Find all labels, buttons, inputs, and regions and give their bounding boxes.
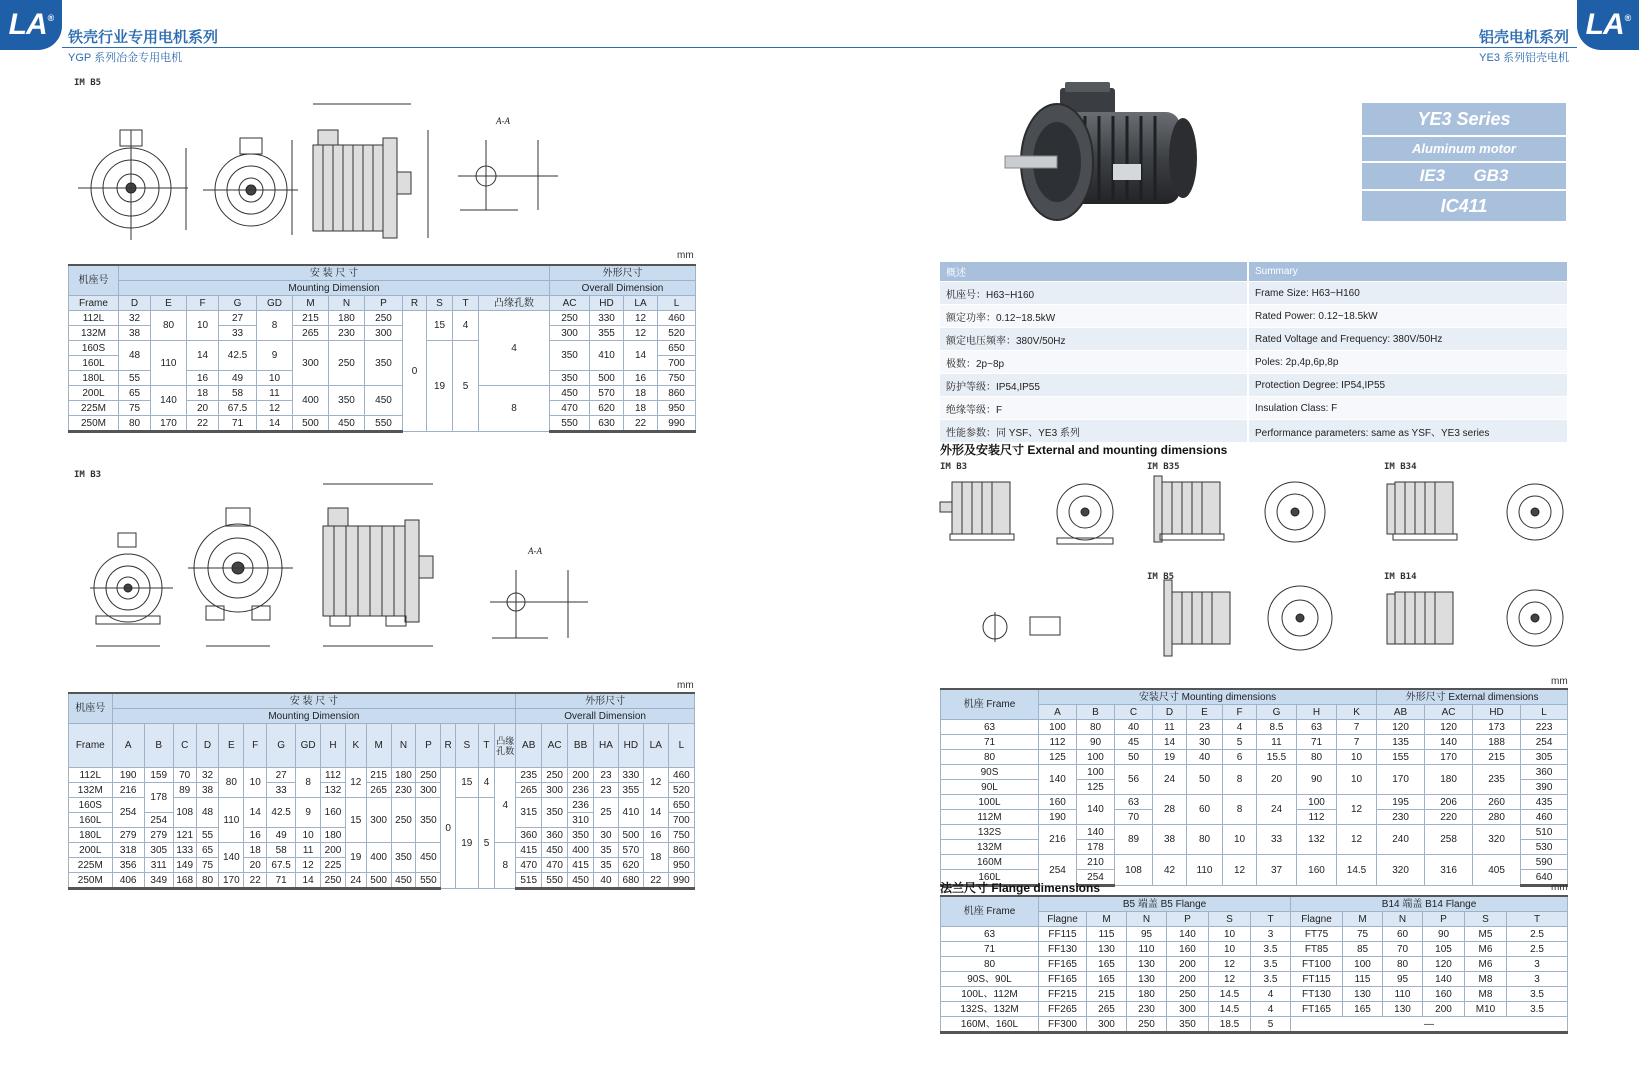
right-series-subtitle: YE3 系列铝壳电机 [1479,52,1569,64]
b34-front [1507,484,1563,540]
flange-column-header-row: Flagne M N P S T Flagne M N P S T [941,912,1568,927]
left-series-title: 铁壳行业专用电机系列 [68,29,219,46]
table-row: 90L 125 390 [941,780,1568,795]
b34-side [1387,482,1457,540]
table-row: 100L 160 140 63 28 60 8 24 100 12 195 206 260 435 [941,795,1568,810]
table-row: 112L 32 80 10 27 8 215 180 250 0 15 4 4 250 330 12 460 [69,311,696,326]
table-row: 性能参数：同 YSF、YE3 系列 Performance parameters: same as YSF、YE3 series [940,420,1567,443]
svg-text:A-A: A-A [528,546,542,556]
table-row: 250M 80 170 22 71 14 500 450 550 550 630 22 990 [69,416,696,432]
series-material: Aluminum motor [1362,137,1566,163]
unit-label-flange: mm [1551,882,1568,893]
ye3-b5-label: IM B5 [1147,572,1175,582]
b5-front [1268,586,1332,650]
header-divider-right [820,47,1577,48]
table-row: 防护等级：IP54,IP55 Protection Degree: IP54,IP55 [940,374,1567,397]
table-row: 71 FF130 130 110 160 10 3.5 FT85 85 70 105 M6 2.5 [941,942,1568,957]
table-row: 绝缘等级：F Insulation Class: F [940,397,1567,420]
small-front-view [90,533,173,646]
imb5-label: IM B5 [74,78,102,88]
table-row: 132M 38 33 265 230 300 300 355 12 520 [69,326,696,341]
efficiency-standard: IE3 GB3 [1362,163,1566,191]
b35-front [1265,482,1325,542]
imb5-technical-drawing [68,90,588,250]
unit-label-ye3: mm [1551,676,1568,687]
flange-dimensions-title: 法兰尺寸 Flange dimensions [940,881,1101,895]
table-row: 额定电压频率：380V/50Hz Rated Voltage and Frequency: 380V/50Hz [940,328,1567,351]
table-row: 225M 356 311 149 75 20 67.5 12 225 470 470 415 35 620 950 [69,858,695,873]
b14-side [1387,592,1453,644]
ye3-ext-header: 外形尺寸 External dimensions [1377,689,1568,705]
series-name: YE3 Series [1362,103,1566,137]
ye3-dimension-table [940,688,1568,887]
b3-mount-dim-cn: 安 装 尺 寸 [112,693,516,709]
b3-side [940,482,1014,540]
table-row: 200L 318 305 133 65 140 18 58 11 200 19 400 350 450 8 415 450 400 35 570 18 860 [69,843,695,858]
table-row: 200L 65 140 18 58 11 400 350 450 8 450 570 18 860 [69,386,696,401]
svg-text:A-A: A-A [496,116,510,126]
b35-side [1154,476,1224,542]
mount-dim-en: Mounting Dimension [119,281,550,296]
table-row: 80 125 100 50 19 40 6 15.5 80 10 155 170 215 305 [941,750,1568,765]
b3-overall-dim-cn: 外形尺寸 [516,693,695,709]
table-row: 112M 190 70 112 230 220 280 460 [941,810,1568,825]
table-row: 100L、112M FF215 215 180 250 14.5 4 FT130 130 110 160 M8 3.5 [941,987,1568,1002]
table-row: 160M 254 210 108 42 110 12 37 160 14.5 320 316 405 590 [941,855,1568,870]
table-row: 160S 48 110 14 42.5 9 300 250 350 19 5 350 410 14 650 [69,341,696,356]
table-row: 225M 75 20 67.5 12 470 620 18 950 [69,401,696,416]
imb3-technical-drawing [68,478,588,658]
table-row: 250M 406 349 168 80 170 22 71 14 250 24 500 450 550 515 550 450 40 680 22 990 [69,873,695,889]
summary-head-en: Summary [1248,262,1567,282]
b3-front [1057,484,1113,544]
mount-dim-cn: 安 装 尺 寸 [119,265,550,281]
b3-column-header-row: Frame A B C D E F G GD H K M N P R S T 凸缘孔数 AB AC BB HA HD LA L [69,724,695,768]
ye3-frame-header: 机座 Frame [941,689,1039,720]
ye3-mount-header: 安装尺寸 Mounting dimensions [1039,689,1377,705]
brand-logo: LA ® [0,0,62,50]
table-row: 160M、160L FF300 300 250 350 18.5 5 — [941,1017,1568,1033]
overall-dim-en: Overall Dimension [550,281,696,296]
table-row: 132M 178 530 [941,840,1568,855]
motor-product-image [1005,82,1215,242]
ye3-b3-label: IM B3 [940,462,968,472]
unit-label-b3: mm [677,680,694,691]
left-series-subtitle: YGP 系列冶金专用电机 [68,52,183,64]
table-row: 极数：2p~8p Poles: 2p,4p,6p,8p [940,351,1567,374]
b5-column-header-row: Frame D E F G GD M N P R S T 凸缘孔数 AC HD LA L [69,296,696,311]
table-row: 80 FF165 165 130 200 12 3.5 FT100 100 80 120 M6 3 [941,957,1568,972]
external-dimensions-title: 外形及安装尺寸 External and mounting dimensions [940,443,1228,457]
table-row: 160L 254 310 700 [69,813,695,828]
section-aa-b3 [490,546,588,638]
ye3-column-header-row: A B C D E F G H K AB AC HD L [941,705,1568,720]
side-view-b3 [323,484,433,646]
overall-dim-cn: 外形尺寸 [550,265,696,281]
table-row: 71 112 90 45 14 30 5 11 71 7 135 140 188 254 [941,735,1568,750]
table-row: 132M 216 178 89 38 33 132 265 230 300 265 300 236 23 355 520 [69,783,695,798]
series-info-box [1362,103,1566,221]
cooling-method: IC411 [1440,196,1488,216]
table-row: 63 FF115 115 95 140 10 3 FT75 75 60 90 M5 2.5 [941,927,1568,942]
flange-frame-header: 机座 Frame [941,896,1039,927]
front-view-1 [78,130,188,240]
header-divider [62,47,820,48]
front-view-b3 [188,508,293,646]
b3-overall-dim-en: Overall Dimension [516,709,695,724]
ye3-b34-label: IM B34 [1384,462,1417,472]
table-row: 机座号：H63~H160 Frame Size: H63~H160 [940,282,1567,305]
b14-flange-header: B14 端盖 B14 Flange [1291,896,1568,912]
summary-table [940,262,1567,443]
table-row: 160S 254 108 48 110 14 42.5 9 160 15 300 250 350 19 5 315 350 236 25 410 14 650 [69,798,695,813]
brand-logo-right: LA ® [1577,0,1639,50]
b3-col-frame-cn: 机座号 [69,693,113,724]
ye3-b14-label: IM B14 [1384,572,1417,582]
table-row: 132S 216 140 89 38 80 10 33 132 12 240 258 320 510 [941,825,1568,840]
flange-dimension-table [940,895,1568,1034]
table-row: 112L 190 159 70 32 80 10 27 8 112 12 215 180 250 0 15 4 4 235 250 200 23 330 12 460 [69,768,695,783]
b5-side [1164,580,1230,656]
table-row: 132S、132M FF265 265 230 300 14.5 4 FT165 165 130 200 M10 3.5 [941,1002,1568,1017]
col-frame-cn: 机座号 [69,265,119,296]
unit-label-b5: mm [677,250,694,261]
ye3-b35-label: IM B35 [1147,462,1180,472]
imb3-dimension-table [68,692,695,890]
imb3-label: IM B3 [74,470,102,480]
table-row: 63 100 80 40 11 23 4 8.5 63 7 120 120 173 223 [941,720,1568,735]
right-series-title: 铝壳电机系列 [1478,29,1569,46]
table-row: 180L 55 16 49 10 350 500 16 750 [69,371,696,386]
table-row: 额定功率：0.12~18.5kW Rated Power: 0.12~18.5kW [940,305,1567,328]
section-aa [458,116,558,210]
table-row: 90S、90L FF165 165 130 200 12 3.5 FT115 115 95 140 M8 3 [941,972,1568,987]
table-row: 160L 700 [69,356,696,371]
b3-mount-dim-en: Mounting Dimension [112,709,516,724]
imb5-dimension-table [68,264,696,433]
ye3-mounting-drawings [940,472,1570,652]
table-row: 160L 254 640 [941,870,1568,886]
table-row: 180L 279 279 121 55 16 49 10 180 360 360 350 30 500 16 750 [69,828,695,843]
side-view [313,104,428,238]
b14-front [1507,590,1563,646]
table-row: 90S 140 100 56 24 50 8 20 90 10 170 180 235 360 [941,765,1568,780]
front-view-2 [203,138,298,235]
shaft-detail [983,612,1060,642]
b5-flange-header: B5 端盖 B5 Flange [1039,896,1291,912]
summary-head-cn: 概述 [940,262,1248,282]
